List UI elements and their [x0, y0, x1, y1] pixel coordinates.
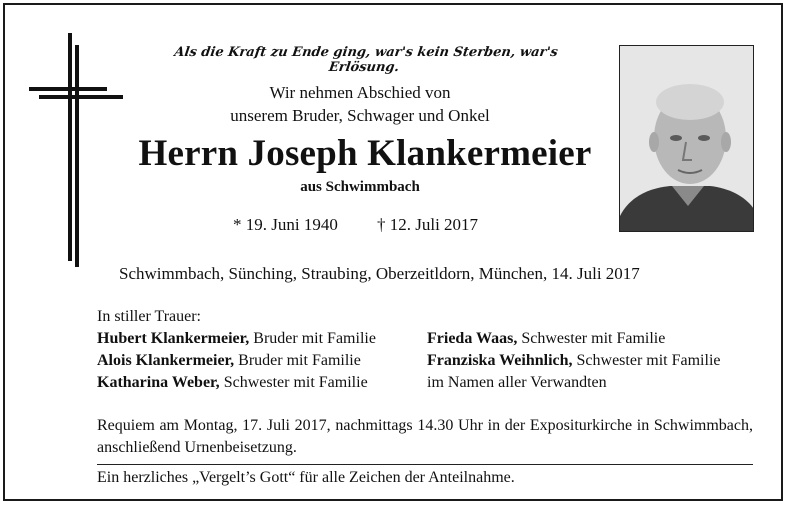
mourner-row [97, 372, 427, 394]
mourner-row [427, 350, 767, 372]
deceased-name: Herrn Joseph Klankermeier [138, 133, 592, 174]
mourner-name: Alois Klankermeier, [97, 352, 235, 369]
divider [97, 464, 753, 465]
deceased-origin: aus Schwimmbach [300, 179, 420, 195]
motto: Als die Kraft zu Ende ging, war's kein Sterben, war's Erlösung. [173, 45, 559, 75]
portrait-photo [619, 45, 754, 232]
mourner-row [97, 328, 427, 350]
mourner-row [427, 328, 767, 350]
mourner-row [97, 350, 427, 372]
mourner-name: Frieda Waas, [427, 330, 518, 347]
birth-date: * 19. Juni 1940 [233, 215, 338, 234]
intro-line-1: Wir nehmen Abschied von [269, 83, 451, 102]
thanks-line: Ein herzliches „Vergelt’s Gott“ für alle Zeichen der Anteilnahme. [97, 469, 515, 486]
mourner-name: Katharina Weber, [97, 374, 220, 391]
mourner-name: Hubert Klankermeier, [97, 330, 250, 347]
intro-text [165, 81, 555, 127]
mourner-relation: Schwester mit Familie [223, 374, 368, 391]
places-and-date: Schwimmbach, Sünching, Straubing, Oberzeitldorn, München, 14. Juli 2017 [119, 264, 640, 283]
mourner-name: Franziska Weihnlich, [427, 352, 573, 369]
mourner-relation: Schwester mit Familie [521, 330, 666, 347]
mourners-right-column [427, 328, 767, 394]
mourner-relation: Bruder mit Familie [238, 352, 361, 369]
requiem-info: Requiem am Montag, 17. Juli 2017, nachmittags 14.30 Uhr in der Expositurkirche in Schwimmbach, anschließend Urnenbeisetzung. [97, 417, 753, 456]
mourner-relation: Bruder mit Familie [253, 330, 376, 347]
mourner-relation: im Namen aller Verwandten [427, 374, 607, 391]
mourners-block [97, 306, 777, 391]
obituary-notice [3, 3, 783, 501]
mourners-left-column [97, 328, 427, 394]
death-date: † 12. Juli 2017 [377, 215, 479, 234]
intro-line-2: unserem Bruder, Schwager und Onkel [230, 106, 490, 125]
mourner-relation: Schwester mit Familie [576, 352, 721, 369]
mourner-row [427, 372, 767, 394]
mourners-heading: In stiller Trauer: [97, 308, 201, 325]
